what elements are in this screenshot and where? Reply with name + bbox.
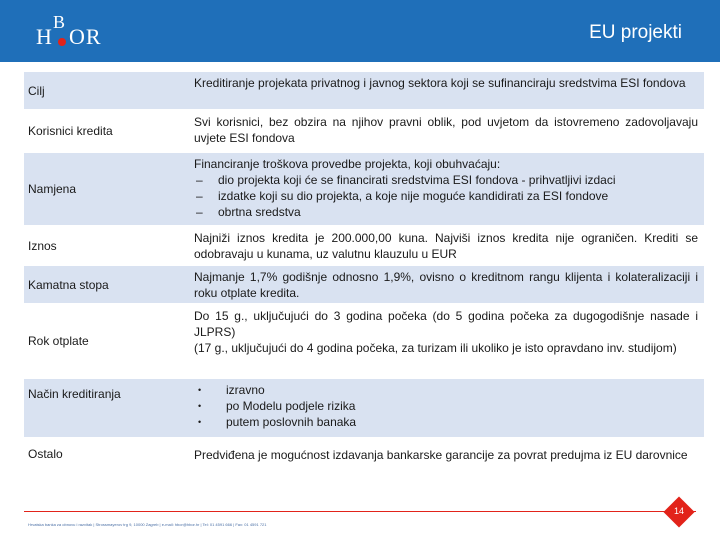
page-title: EU projekti — [589, 22, 682, 43]
row-value — [186, 153, 704, 225]
info-table — [24, 72, 704, 483]
rok-otplate-line-2: (17 g., uključujući do 4 godina počeka, za turizam ili ukoliko je isto opravdano inv. studijom) — [194, 341, 677, 355]
row-label: Kamatna stopa — [28, 277, 109, 292]
list-item: • putem poslovnih banaka — [194, 414, 698, 430]
footer-divider — [24, 511, 696, 512]
row-value: Predviđena je mogućnost izdavanja bankarske garancije za povrat predujma iz EU darovnice — [194, 448, 688, 462]
page-number: 14 — [673, 506, 684, 516]
row-label: Način kreditiranja — [28, 387, 121, 401]
logo-letter-h: H — [36, 24, 53, 49]
row-value: Kreditiranje projekata privatnog i javnog sektora koji se sufinanciraju sredstvima ESI fondova — [194, 76, 686, 90]
rok-otplate-line-1: Do 15 g., uključujući do 3 godina počeka (do 5 godina počeka za dugogodišnje nasade i JLPRS) — [194, 309, 698, 339]
footer-contact-text: Hrvatska banka za obnovu i razvitak | Strossmayerov trg 9, 10000 Zagreb | e-mail: hbor@hbor.hr | Tel: 01 4591 666 | Fax: 01 4591 721 — [28, 522, 267, 527]
dash-marker: – — [196, 173, 203, 187]
table-row-korisnici — [24, 111, 704, 151]
table-row-rok-otplate — [24, 305, 704, 377]
table-row-cilj — [24, 72, 704, 109]
dash-marker: – — [196, 205, 203, 219]
table-row-namjena — [24, 153, 704, 225]
header-bar — [0, 0, 720, 62]
row-label: Iznos — [28, 238, 57, 253]
row-label: Cilj — [28, 83, 45, 98]
row-label: Korisnici kredita — [28, 124, 113, 138]
dash-marker: – — [196, 189, 203, 203]
logo-letter-b: B — [53, 12, 67, 32]
row-label: Ostalo — [28, 447, 63, 461]
row-label: Namjena — [28, 182, 77, 196]
row-value: Svi korisnici, bez obzira na njihov pravni oblik, pod uvjetom da istovremeno zadovoljavaju uvjete ESI fondova — [194, 115, 698, 145]
logo-red-dot — [58, 38, 66, 46]
table-row-nacin-kreditiranja — [24, 379, 704, 437]
bullet-marker: • — [198, 385, 202, 395]
table-row-kamatna-stopa — [24, 266, 704, 303]
row-value: Najniži iznos kredita je 200.000,00 kuna. Najviši iznos kredita nije ograničen. Krediti se odobravaju u kunama, uz valutnu klauzulu u EUR — [194, 231, 698, 261]
row-value: Najmanje 1,7% godišnje odnosno 1,9%, ovisno o kreditnom rangu klijenta i kolateralizaciji i roku otplate kredita. — [194, 270, 698, 300]
bullet-marker: • — [198, 417, 202, 427]
list-item: • izravno — [194, 382, 698, 398]
list-item: • po Modelu podjele rizika — [194, 398, 698, 414]
row-value — [186, 305, 704, 377]
logo-letters-or: OR — [69, 24, 102, 49]
bullet-marker: • — [198, 401, 202, 411]
list-item: – dio projekta koji će se financirati sredstvima ESI fondova - prihvatljivi izdaci — [196, 173, 616, 187]
list-item: – obrtna sredstva — [196, 205, 301, 219]
list-item: – izdatke koji su dio projekta, a koje nije moguće kandidirati za ESI fondove — [196, 189, 609, 203]
hbor-logo — [36, 14, 126, 50]
table-row-iznos — [24, 227, 704, 264]
row-label: Rok otplate — [28, 334, 89, 348]
namjena-intro: Financiranje troškova provedbe projekta, koji obuhvaćaju: — [194, 157, 501, 171]
table-row-ostalo — [24, 439, 704, 483]
row-value — [186, 379, 704, 437]
